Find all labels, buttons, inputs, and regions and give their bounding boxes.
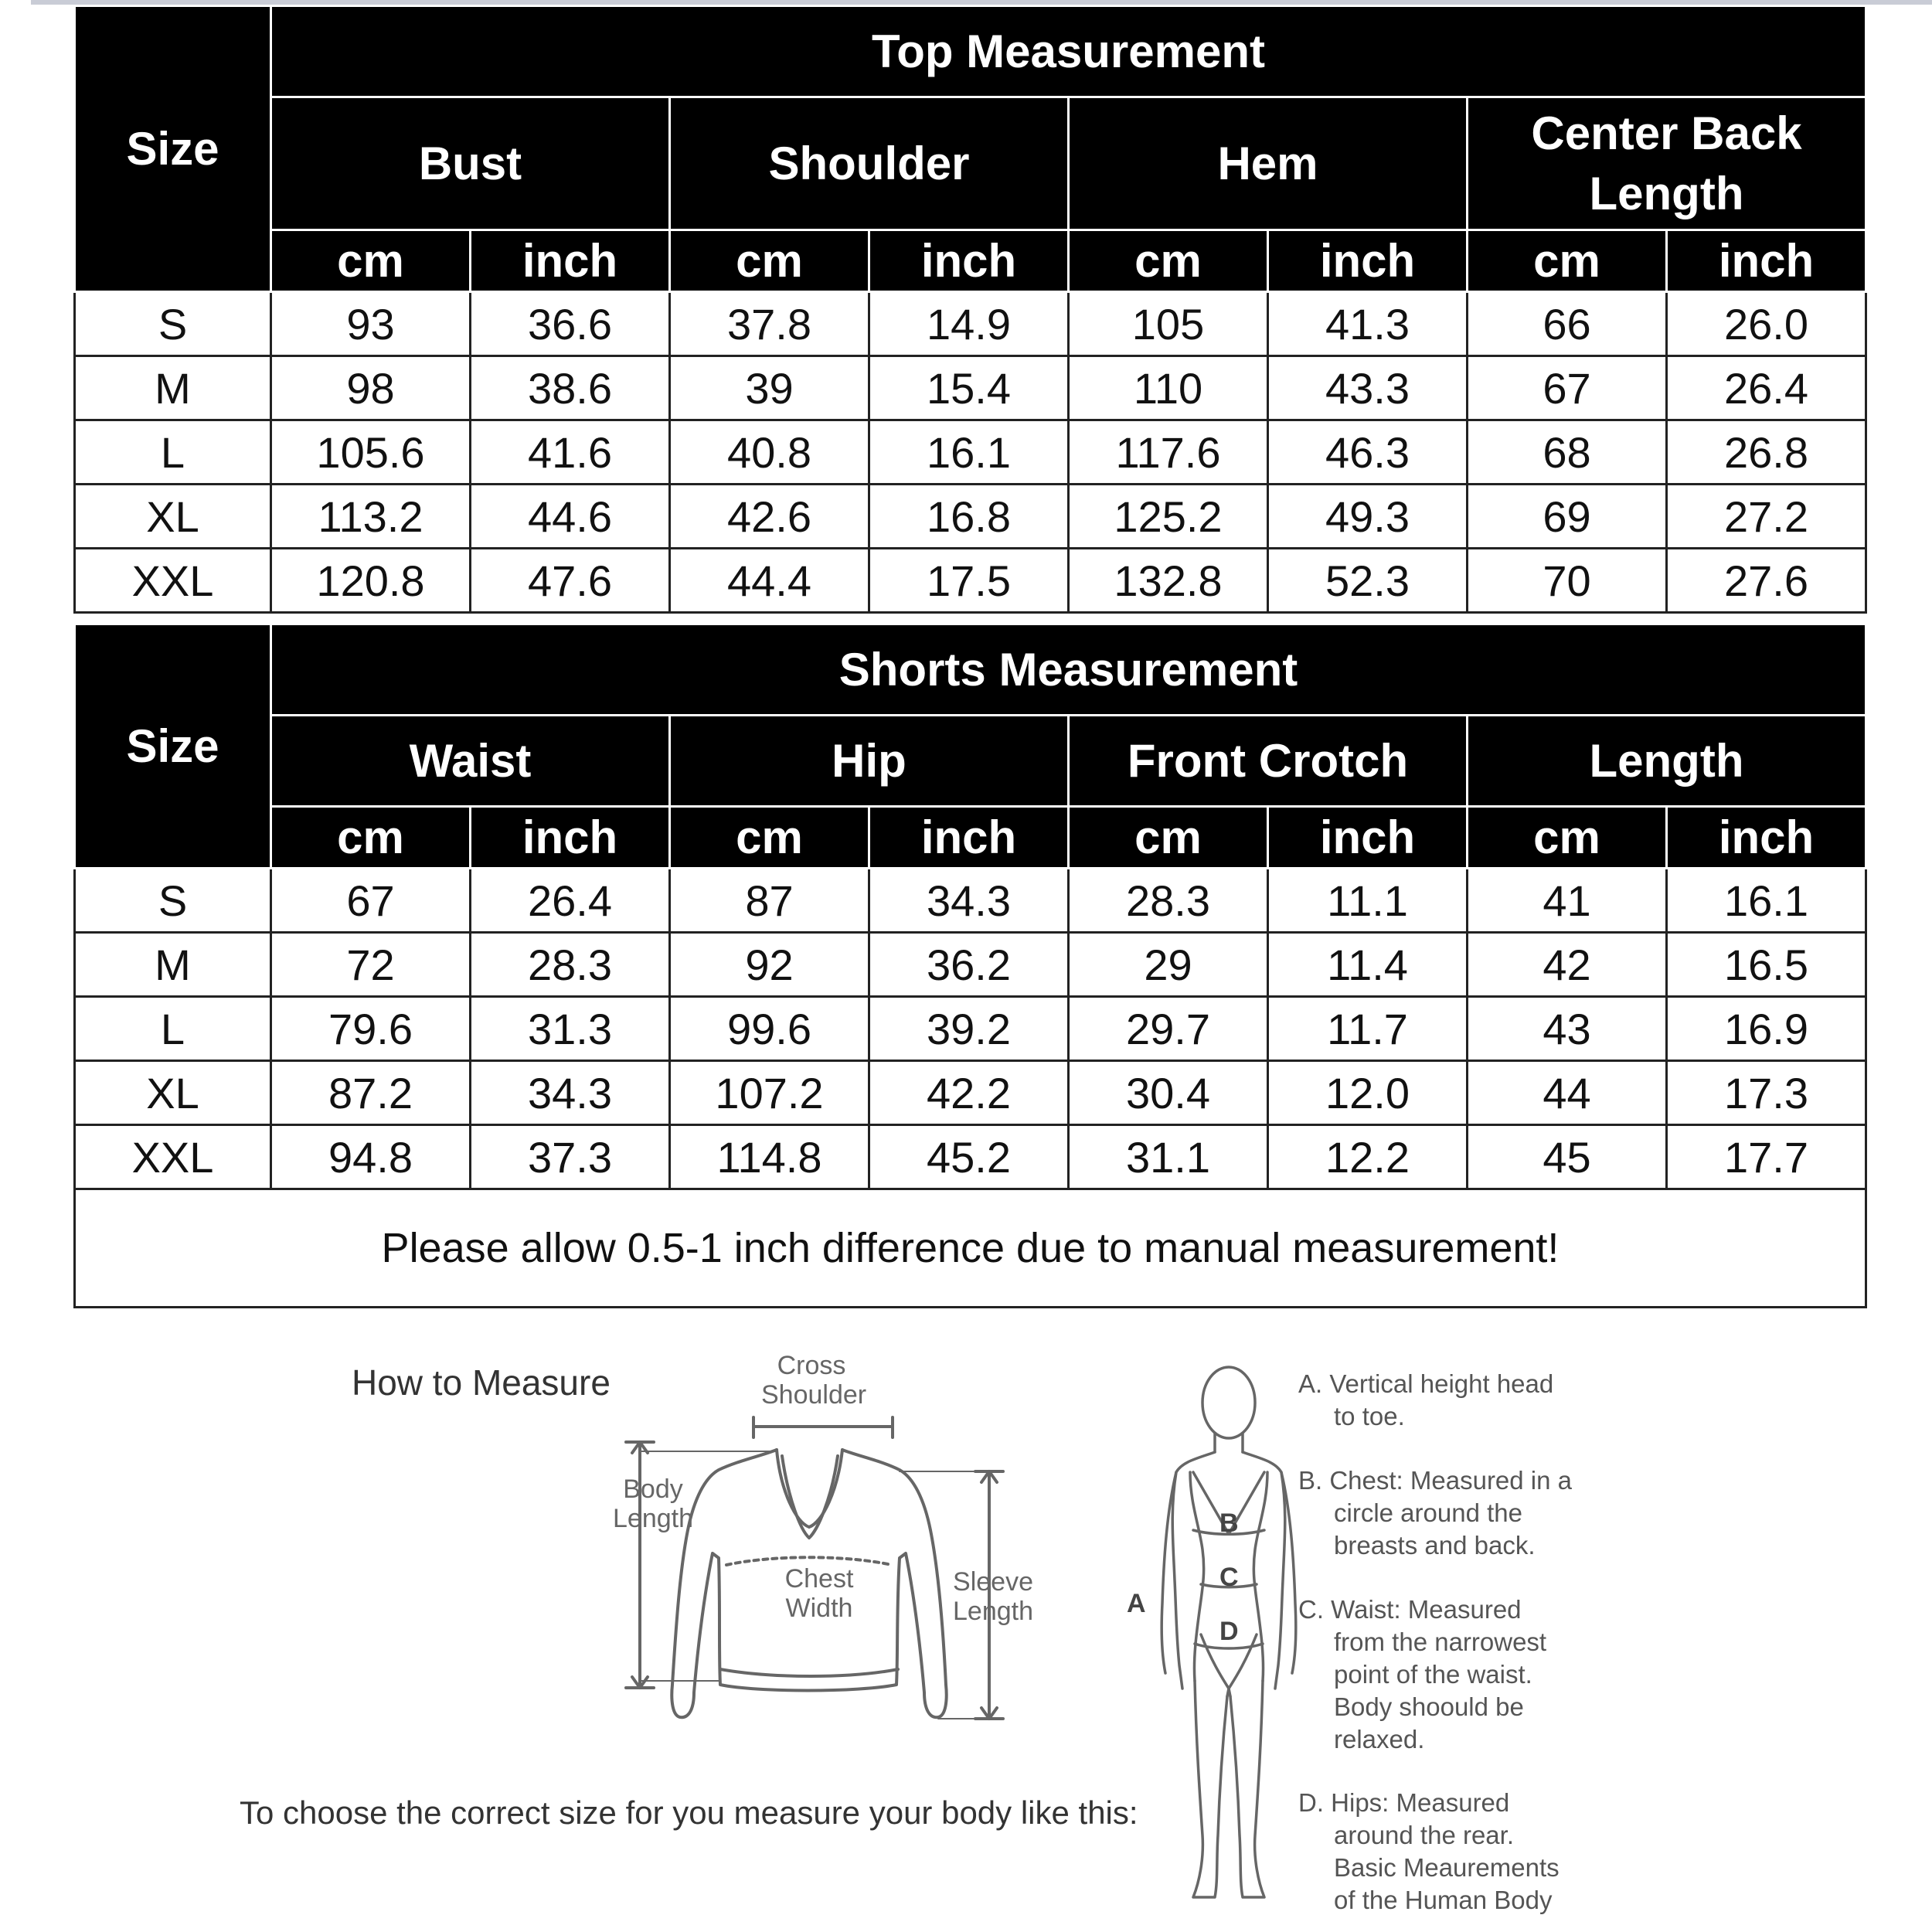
value-cell: 41.6 (471, 420, 670, 485)
value-cell: 11.4 (1268, 933, 1468, 997)
column-group-center-back-length: Center Back Length (1468, 97, 1866, 230)
value-cell: 44.6 (471, 485, 670, 549)
unit-header-cm: cm (670, 807, 869, 869)
value-cell: 120.8 (271, 549, 471, 613)
measurement-note: Please allow 0.5-1 inch difference due to manual measurement! (75, 1189, 1866, 1308)
measure-note-c (1298, 1594, 1546, 1756)
value-cell: 29.7 (1069, 997, 1268, 1061)
value-cell: 16.9 (1667, 997, 1866, 1061)
value-cell: 34.3 (869, 869, 1069, 933)
size-header: Size (75, 6, 271, 292)
value-cell: 17.3 (1667, 1061, 1866, 1125)
size-cell: L (75, 997, 271, 1061)
unit-header-cm: cm (670, 230, 869, 292)
value-cell: 98 (271, 356, 471, 420)
value-cell: 31.3 (471, 997, 670, 1061)
value-cell: 49.3 (1268, 485, 1468, 549)
cross-shoulder-label-1: Cross (777, 1351, 846, 1380)
value-cell: 45.2 (869, 1125, 1069, 1189)
size-cell: S (75, 292, 271, 356)
measure-note-b (1298, 1464, 1572, 1562)
unit-header-inch: inch (1268, 230, 1468, 292)
unit-header-inch: inch (471, 230, 670, 292)
note-line: Basic Meaurements (1334, 1853, 1560, 1882)
value-cell: 16.5 (1667, 933, 1866, 997)
value-cell: 47.6 (471, 549, 670, 613)
shirt-diagram (603, 1376, 1051, 1747)
sleeve-length-label-1: Sleeve (953, 1567, 1033, 1597)
table-row (75, 1061, 1866, 1125)
table-body (75, 869, 1866, 1189)
body-letter-d: D (1219, 1617, 1239, 1646)
value-cell: 42 (1468, 933, 1667, 997)
units-row (75, 230, 1866, 292)
value-cell: 87.2 (271, 1061, 471, 1125)
body-letter-c: C (1219, 1563, 1239, 1592)
size-cell: L (75, 420, 271, 485)
top-measurement-table (73, 5, 1867, 614)
value-cell: 44 (1468, 1061, 1667, 1125)
value-cell: 99.6 (670, 997, 869, 1061)
table-row (75, 1125, 1866, 1189)
note-line: relaxed. (1334, 1725, 1425, 1753)
table-row (75, 292, 1866, 356)
body-letter-a: A (1127, 1589, 1146, 1618)
size-cell: M (75, 933, 271, 997)
value-cell: 92 (670, 933, 869, 997)
value-cell: 28.3 (471, 933, 670, 997)
value-cell: 16.1 (1667, 869, 1866, 933)
column-group-waist: Waist (271, 716, 670, 807)
value-cell: 125.2 (1069, 485, 1268, 549)
table-row (75, 933, 1866, 997)
unit-header-cm: cm (1468, 807, 1667, 869)
value-cell: 70 (1468, 549, 1667, 613)
note-line: A. Vertical height head (1298, 1369, 1554, 1398)
unit-header-inch: inch (471, 807, 670, 869)
measure-instruction: To choose the correct size for you measure your body like this: (240, 1794, 1138, 1831)
value-cell: 28.3 (1069, 869, 1268, 933)
value-cell: 42.2 (869, 1061, 1069, 1125)
value-cell: 17.5 (869, 549, 1069, 613)
note-line: circle around the (1334, 1498, 1522, 1527)
value-cell: 67 (1468, 356, 1667, 420)
unit-header-cm: cm (1069, 807, 1268, 869)
column-group-bust: Bust (271, 97, 670, 230)
units-row (75, 807, 1866, 869)
note-line: to toe. (1334, 1402, 1405, 1430)
table-row (75, 485, 1866, 549)
value-cell: 42.6 (670, 485, 869, 549)
value-cell: 40.8 (670, 420, 869, 485)
value-cell: 41.3 (1268, 292, 1468, 356)
value-cell: 12.0 (1268, 1061, 1468, 1125)
value-cell: 66 (1468, 292, 1667, 356)
value-cell: 105 (1069, 292, 1268, 356)
value-cell: 44.4 (670, 549, 869, 613)
value-cell: 79.6 (271, 997, 471, 1061)
size-cell: XXL (75, 549, 271, 613)
value-cell: 45 (1468, 1125, 1667, 1189)
value-cell: 110 (1069, 356, 1268, 420)
value-cell: 113.2 (271, 485, 471, 549)
value-cell: 27.6 (1667, 549, 1866, 613)
how-to-measure-title: How to Measure (352, 1362, 611, 1403)
value-cell: 26.8 (1667, 420, 1866, 485)
column-group-front-crotch: Front Crotch (1069, 716, 1468, 807)
value-cell: 94.8 (271, 1125, 471, 1189)
column-group-length: Length (1468, 716, 1866, 807)
value-cell: 43 (1468, 997, 1667, 1061)
value-cell: 30.4 (1069, 1061, 1268, 1125)
chest-width-label-1: Chest (784, 1564, 854, 1594)
measure-note-a (1298, 1368, 1553, 1433)
value-cell: 26.4 (471, 869, 670, 933)
size-cell: XXL (75, 1125, 271, 1189)
unit-header-cm: cm (271, 807, 471, 869)
value-cell: 17.7 (1667, 1125, 1866, 1189)
table-row (75, 549, 1866, 613)
value-cell: 37.8 (670, 292, 869, 356)
unit-header-cm: cm (1468, 230, 1667, 292)
column-group-hip: Hip (670, 716, 1069, 807)
value-cell: 16.8 (869, 485, 1069, 549)
value-cell: 37.3 (471, 1125, 670, 1189)
measure-note-d (1298, 1787, 1560, 1917)
note-line: breasts and back. (1334, 1531, 1536, 1560)
value-cell: 34.3 (471, 1061, 670, 1125)
value-cell: 69 (1468, 485, 1667, 549)
value-cell: 114.8 (670, 1125, 869, 1189)
value-cell: 15.4 (869, 356, 1069, 420)
size-cell: XL (75, 485, 271, 549)
unit-header-inch: inch (869, 807, 1069, 869)
note-line: from the narrowest (1334, 1628, 1547, 1656)
sleeve-length-label-2: Length (953, 1597, 1033, 1626)
unit-header-cm: cm (1069, 230, 1268, 292)
value-cell: 39 (670, 356, 869, 420)
value-cell: 105.6 (271, 420, 471, 485)
chest-width-label-2: Width (785, 1594, 853, 1623)
note-line: Body shoould be (1334, 1692, 1524, 1721)
cross-shoulder-label-2: Shoulder (761, 1380, 867, 1410)
note-line: D. Hips: Measured (1298, 1788, 1510, 1817)
table-body (75, 292, 1866, 613)
value-cell: 11.7 (1268, 997, 1468, 1061)
unit-header-inch: inch (1667, 807, 1866, 869)
table-title: Shorts Measurement (271, 624, 1866, 716)
size-cell: XL (75, 1061, 271, 1125)
size-cell: M (75, 356, 271, 420)
body-letter-b: B (1219, 1509, 1239, 1538)
value-cell: 117.6 (1069, 420, 1268, 485)
value-cell: 52.3 (1268, 549, 1468, 613)
size-cell: S (75, 869, 271, 933)
value-cell: 14.9 (869, 292, 1069, 356)
shorts-measurement-table (73, 623, 1867, 1308)
unit-header-inch: inch (869, 230, 1069, 292)
value-cell: 41 (1468, 869, 1667, 933)
value-cell: 107.2 (670, 1061, 869, 1125)
value-cell: 46.3 (1268, 420, 1468, 485)
value-cell: 67 (271, 869, 471, 933)
value-cell: 68 (1468, 420, 1667, 485)
note-line: around the rear. (1334, 1821, 1514, 1849)
value-cell: 38.6 (471, 356, 670, 420)
note-line: of the Human Body (1334, 1886, 1553, 1914)
value-cell: 12.2 (1268, 1125, 1468, 1189)
value-cell: 87 (670, 869, 869, 933)
table-row (75, 869, 1866, 933)
value-cell: 93 (271, 292, 471, 356)
value-cell: 16.1 (869, 420, 1069, 485)
value-cell: 132.8 (1069, 549, 1268, 613)
value-cell: 72 (271, 933, 471, 997)
table-row (75, 420, 1866, 485)
table-row (75, 997, 1866, 1061)
value-cell: 26.4 (1667, 356, 1866, 420)
value-cell: 11.1 (1268, 869, 1468, 933)
column-group-hem: Hem (1069, 97, 1468, 230)
body-length-label-1: Body (623, 1475, 683, 1504)
value-cell: 39.2 (869, 997, 1069, 1061)
note-line: C. Waist: Measured (1298, 1595, 1522, 1624)
value-cell: 36.2 (869, 933, 1069, 997)
unit-header-inch: inch (1667, 230, 1866, 292)
table-title: Top Measurement (271, 6, 1866, 97)
value-cell: 36.6 (471, 292, 670, 356)
note-line: B. Chest: Measured in a (1298, 1466, 1573, 1495)
table-row (75, 356, 1866, 420)
value-cell: 27.2 (1667, 485, 1866, 549)
value-cell: 26.0 (1667, 292, 1866, 356)
value-cell: 31.1 (1069, 1125, 1268, 1189)
unit-header-inch: inch (1268, 807, 1468, 869)
body-length-label-2: Length (613, 1504, 693, 1533)
unit-header-cm: cm (271, 230, 471, 292)
note-line: point of the waist. (1334, 1660, 1532, 1689)
size-header: Size (75, 624, 271, 869)
value-cell: 43.3 (1268, 356, 1468, 420)
value-cell: 29 (1069, 933, 1268, 997)
column-group-shoulder: Shoulder (670, 97, 1069, 230)
